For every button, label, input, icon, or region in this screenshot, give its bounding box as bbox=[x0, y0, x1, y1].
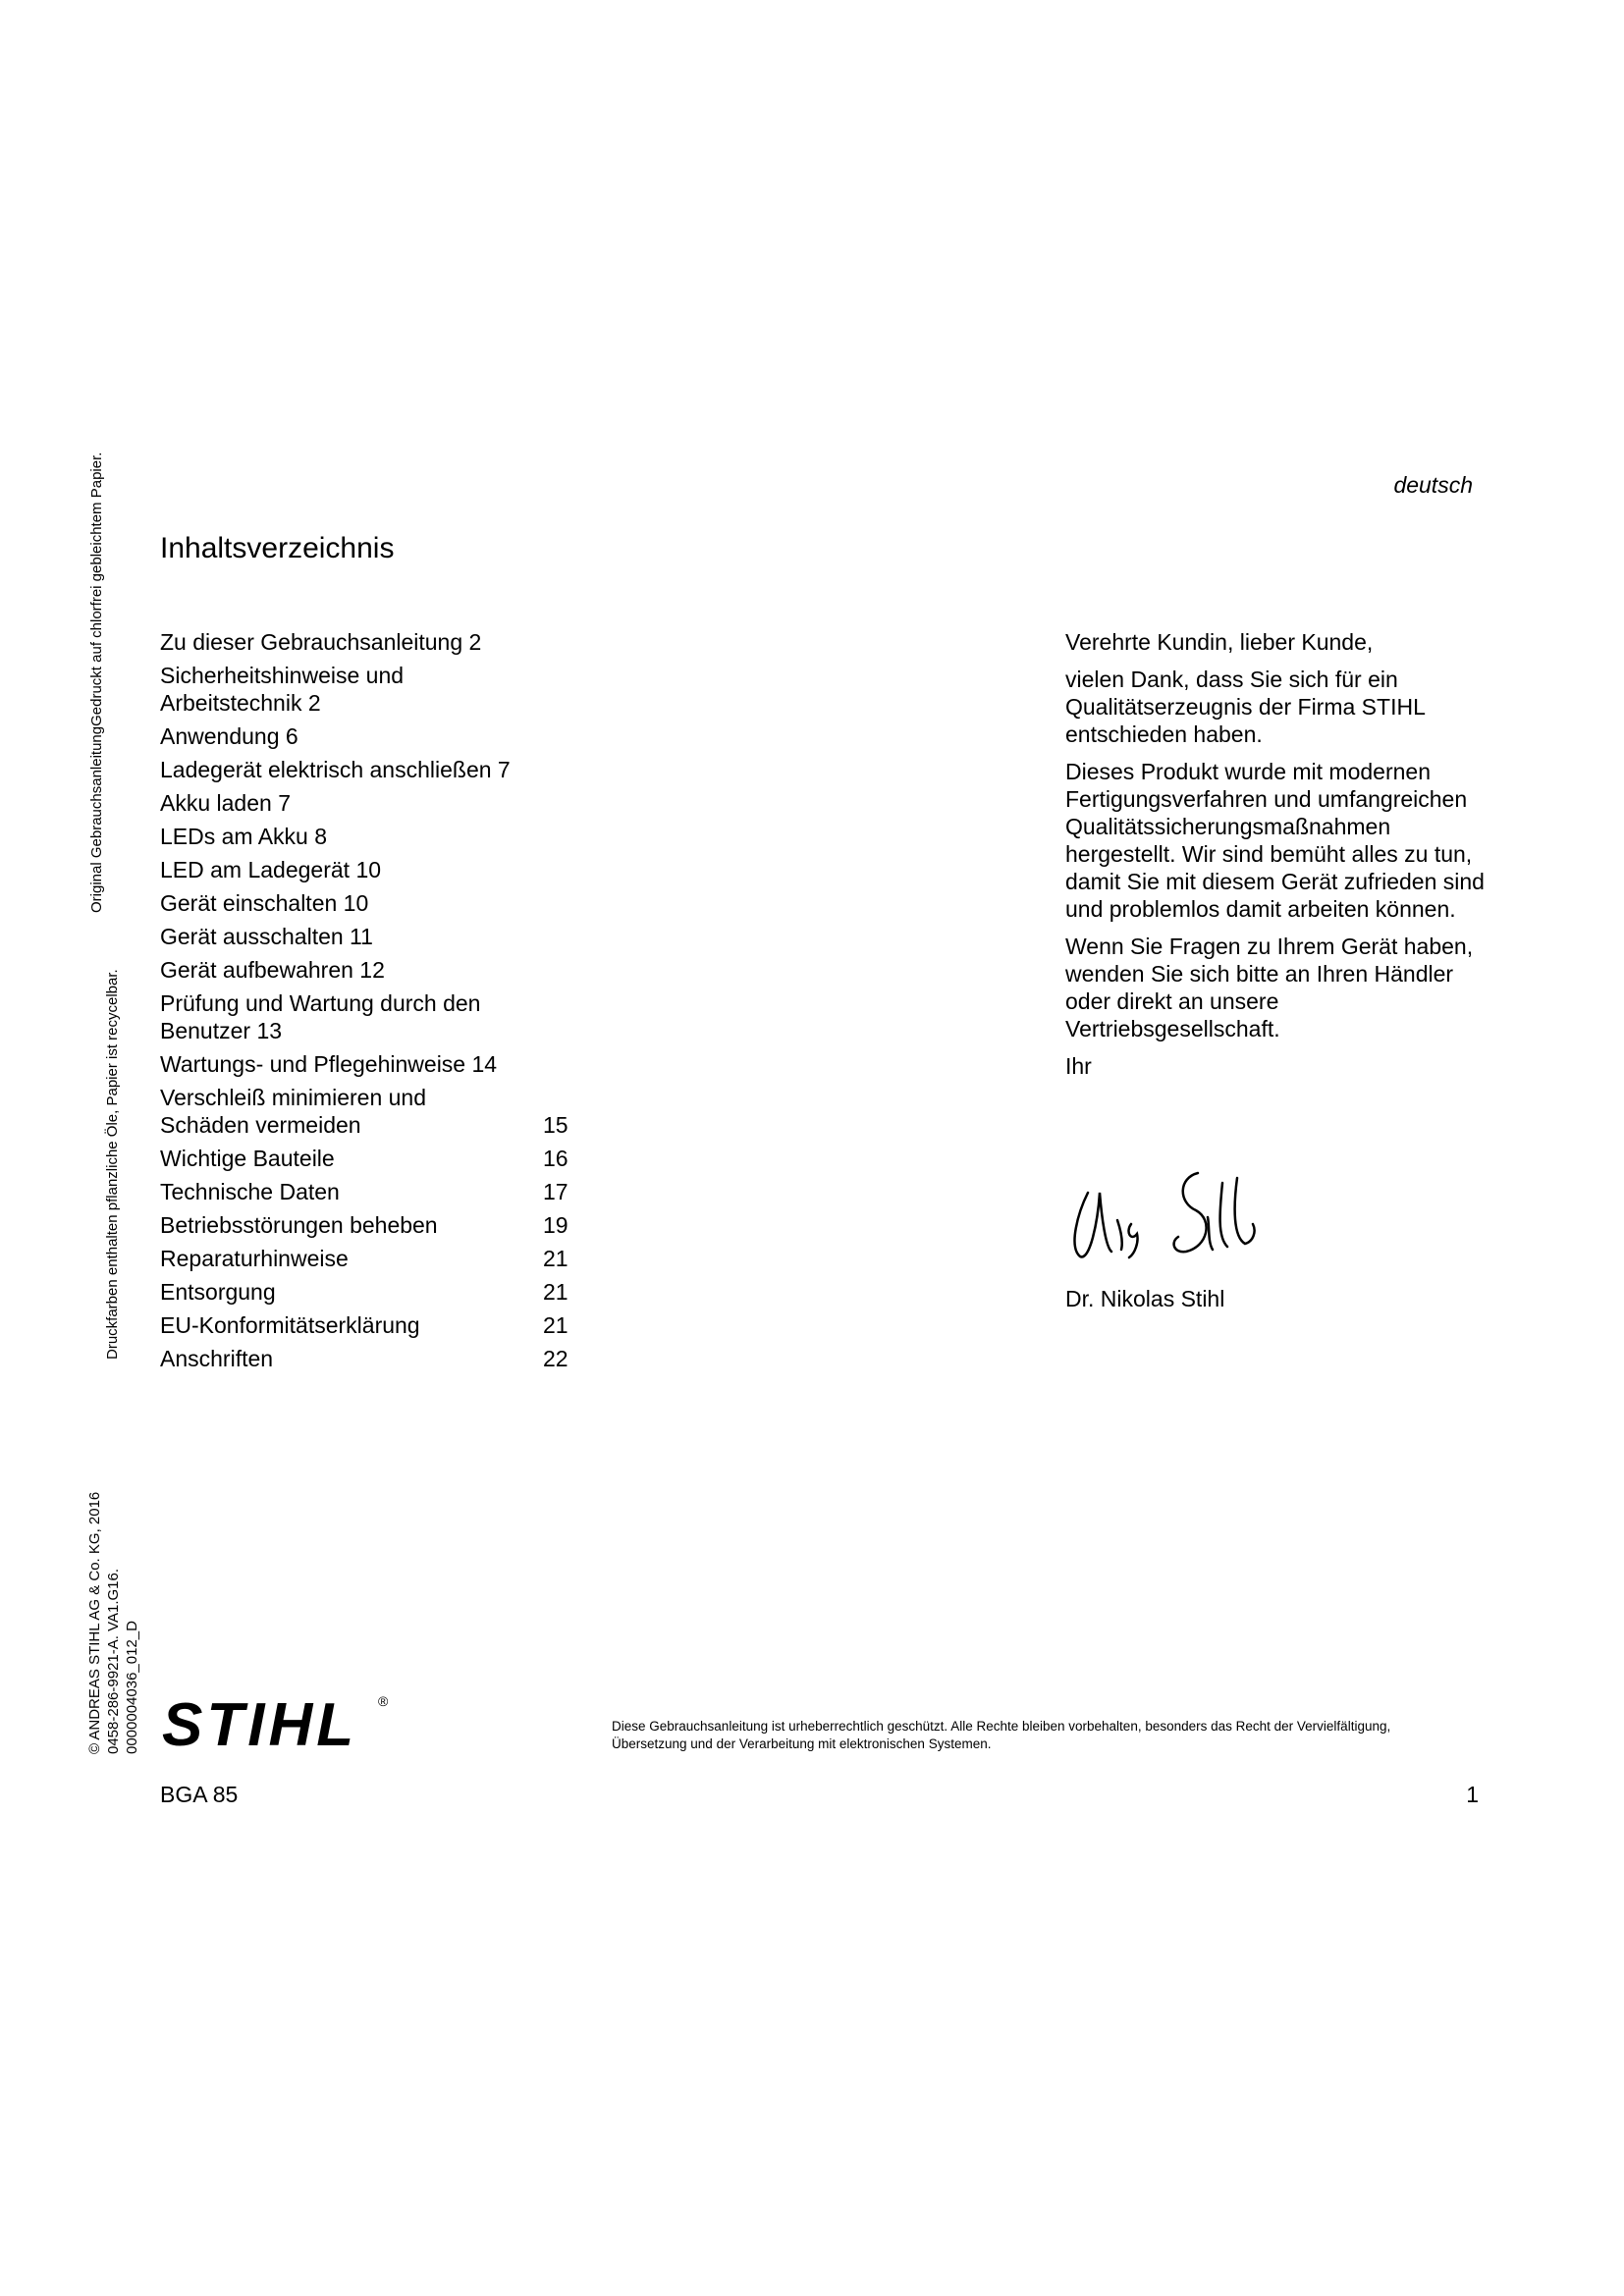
toc-entry-text: EU-Konformitätserklärung bbox=[160, 1312, 420, 1338]
signature-image bbox=[1060, 1163, 1276, 1271]
letter-closing: Ihr bbox=[1065, 1053, 1092, 1079]
toc-entry[interactable] bbox=[160, 1084, 572, 1139]
toc-entry[interactable] bbox=[160, 1278, 572, 1306]
toc-entry[interactable] bbox=[160, 889, 572, 917]
logo-wordmark: STIHL bbox=[162, 1691, 358, 1753]
toc-entry-text: Reparaturhinweise bbox=[160, 1246, 349, 1271]
toc-entry-text: LEDs am Akku 8 bbox=[160, 824, 328, 849]
toc-entry[interactable] bbox=[160, 989, 572, 1044]
language-label: deutsch bbox=[1393, 472, 1473, 498]
toc-entry-text: Wartungs- und Pflegehinweise 14 bbox=[160, 1051, 498, 1077]
toc-entry-text: Zu dieser Gebrauchsanleitung 2 bbox=[160, 629, 482, 655]
toc-entry-text: Entsorgung bbox=[160, 1279, 276, 1305]
registered-mark: ® bbox=[378, 1693, 389, 1709]
toc-entry-page: 16 bbox=[543, 1146, 568, 1171]
letter bbox=[1065, 628, 1497, 1090]
letter-paragraph: Dieses Produkt wurde mit modernen Fertigungsverfahren und umfangreichen Qualitätssicherungsmaßnahmen hergestellt. Wir sind bemüht alles zu tun, damit Sie mit diesem Gerät zufrieden sind und problemlos damit arbeiten können. bbox=[1065, 759, 1485, 922]
letter-paragraph: Wenn Sie Fragen zu Ihrem Gerät haben, wenden Sie sich bitte an Ihren Händler oder direkt an unsere Vertriebsgesellschaft. bbox=[1065, 934, 1474, 1041]
toc-entry-text: Anschriften bbox=[160, 1346, 274, 1371]
toc-entry[interactable] bbox=[160, 662, 572, 717]
toc-entry[interactable] bbox=[160, 856, 572, 883]
toc-entry-page: 21 bbox=[543, 1246, 568, 1271]
side-print-note-2: Druckfarben enthalten pflanzliche Öle, Papier ist recycelbar. bbox=[104, 969, 121, 1360]
legal-notice: Diese Gebrauchsanleitung ist urheberrechtlich geschützt. Alle Rechte bleiben vorbehalten, besonders das Recht der Vervielfältigung, Übersetzung und der Verarbeitung mit elektronischen Systemen. bbox=[612, 1719, 1391, 1751]
toc-entry-text: Wichtige Bauteile bbox=[160, 1146, 335, 1171]
toc-entry-text: Technische Daten bbox=[160, 1179, 340, 1204]
toc-entry-text: Verschleiß minimieren und Schäden vermeiden bbox=[160, 1085, 427, 1138]
side-copyright: © ANDREAS STIHL AG & Co. KG, 2016 bbox=[86, 1491, 103, 1754]
letter-paragraph: vielen Dank, dass Sie sich für ein Qualitätserzeugnis der Firma STIHL entschieden haben. bbox=[1065, 667, 1426, 747]
toc-entry-page: 21 bbox=[543, 1312, 568, 1338]
toc-entry-page: 15 bbox=[543, 1112, 568, 1138]
toc-entry[interactable] bbox=[160, 1311, 572, 1339]
toc-entry-page: 17 bbox=[543, 1179, 568, 1204]
side-print-note-1: Original GebrauchsanleitungGedruckt auf chlorfrei gebleichtem Papier. bbox=[88, 452, 105, 913]
toc-entry[interactable] bbox=[160, 1211, 572, 1239]
toc-entry-text: Prüfung und Wartung durch den Benutzer 13 bbox=[160, 990, 481, 1043]
toc-entry-text: Betriebsstörungen beheben bbox=[160, 1212, 438, 1238]
toc-entry[interactable] bbox=[160, 1345, 572, 1372]
toc-entry-text: Ladegerät elektrisch anschließen 7 bbox=[160, 757, 511, 782]
toc-entry[interactable] bbox=[160, 756, 572, 783]
toc-entry[interactable] bbox=[160, 823, 572, 850]
toc-entry[interactable] bbox=[160, 1245, 572, 1272]
toc-entry[interactable] bbox=[160, 923, 572, 950]
toc-entry-text: Sicherheitshinweise und Arbeitstechnik 2 bbox=[160, 663, 405, 716]
toc-entry-page: 19 bbox=[543, 1212, 568, 1238]
toc-title: Inhaltsverzeichnis bbox=[160, 532, 395, 564]
toc-entry[interactable] bbox=[160, 628, 572, 656]
side-document-code: 0458-286-9921-A. VA1.G16. bbox=[105, 1568, 122, 1754]
letter-greeting: Verehrte Kundin, lieber Kunde, bbox=[1065, 629, 1374, 655]
footer-page-number: 1 bbox=[1466, 1782, 1479, 1807]
toc-entry[interactable] bbox=[160, 789, 572, 817]
toc-entry-page: 22 bbox=[543, 1346, 568, 1371]
toc-entry-text: Anwendung 6 bbox=[160, 723, 298, 749]
toc-entry[interactable] bbox=[160, 1178, 572, 1205]
toc-entry-page: 21 bbox=[543, 1279, 568, 1305]
toc-entry[interactable] bbox=[160, 722, 572, 750]
toc-entry[interactable] bbox=[160, 956, 572, 984]
toc-entry-text: Akku laden 7 bbox=[160, 790, 291, 816]
side-document-id: 0000004036_012_D bbox=[124, 1621, 140, 1754]
toc-entry[interactable] bbox=[160, 1050, 572, 1078]
signer-name: Dr. Nikolas Stihl bbox=[1065, 1286, 1225, 1311]
side-copyright-block bbox=[85, 1492, 141, 1754]
toc-entry-text: Gerät einschalten 10 bbox=[160, 890, 369, 916]
toc-entry-text: Gerät aufbewahren 12 bbox=[160, 957, 385, 983]
footer-model: BGA 85 bbox=[160, 1782, 239, 1807]
toc-list bbox=[160, 628, 572, 1378]
toc-entry-text: Gerät ausschalten 11 bbox=[160, 924, 373, 949]
toc-entry[interactable] bbox=[160, 1145, 572, 1172]
stihl-logo bbox=[160, 1690, 396, 1753]
toc-entry-text: LED am Ladegerät 10 bbox=[160, 857, 382, 882]
